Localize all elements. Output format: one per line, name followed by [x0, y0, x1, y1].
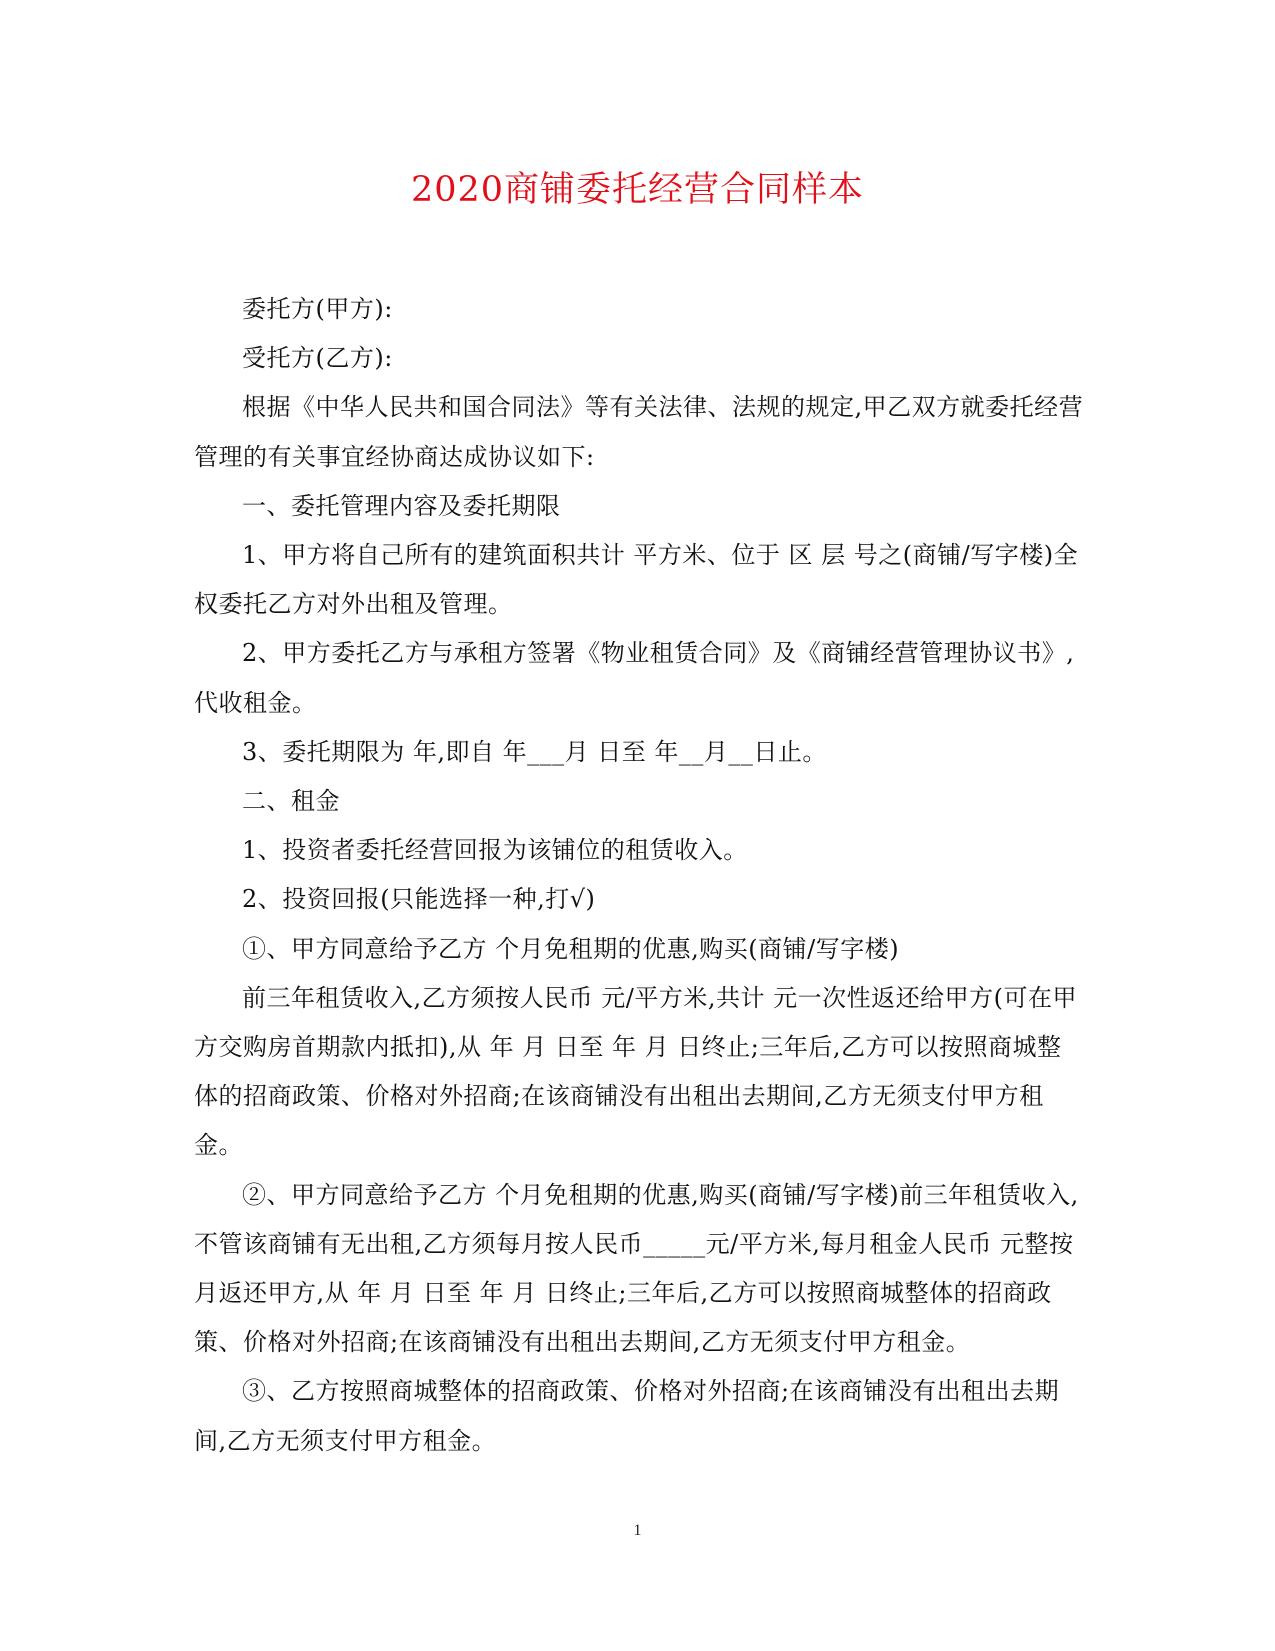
clause-1-1: 1、甲方将自己所有的建筑面积共计 平方米、位于 区 层 号之(商铺/写字楼)全权委托乙方对外出租及管理。 — [194, 541, 1079, 619]
clause-1-3: 3、委托期限为 年,即自 年___月 日至 年__月__日止。 — [242, 737, 827, 766]
option-3: ③、乙方按照商城整体的招商政策、价格对外招商;在该商铺没有出租出去期间,乙方无须支付甲方租金。 — [194, 1377, 1060, 1455]
option-1-detail: 前三年租赁收入,乙方须按人民币 元/平方米,共计 元一次性返还给甲方(可在甲方交购房首期款内抵扣),从 年 月 日至 年 月 日终止;三年后,乙方可以按照商城整体的招商政策、价格对外招商;在该商铺没有出租出去期间,乙方无须支付甲方租金。 — [194, 983, 1077, 1160]
option-1-intro: ①、甲方同意给予乙方 个月免租期的优惠,购买(商铺/写字楼) — [242, 934, 900, 963]
party-a-line: 委托方(甲方): — [242, 295, 393, 323]
document-title: 2020商铺委托经营合同样本 — [410, 170, 865, 210]
preamble-paragraph: 根据《中华人民共和国合同法》等有关法律、法规的规定,甲乙双方就委托经营管理的有关事宜经协商达成协议如下: — [194, 393, 1084, 471]
option-2: ②、甲方同意给予乙方 个月免租期的优惠,购买(商铺/写字楼)前三年租赁收入,不管该商铺有无出租,乙方须每月按人民币_____元/平方米,每月租金人民币 元整按月返还甲方,从 年 月 日至 年 月 日终止;三年后,乙方可以按照商城整体的招商政策、价格对外招商;在该商铺没有出租出去期间,乙方无须支付甲方租金。 — [194, 1180, 1079, 1357]
clause-1-2: 2、甲方委托乙方与承租方签署《物业租赁合同》及《商铺经营管理协议书》,代收租金。 — [194, 639, 1075, 717]
document-body — [194, 285, 1084, 1466]
page-number: 1 — [633, 1522, 642, 1539]
clause-2-2: 2、投资回报(只能选择一种,打√) — [242, 885, 596, 914]
clause-2-1: 1、投资者委托经营回报为该铺位的租赁收入。 — [242, 836, 748, 865]
section-heading-1: 一、委托管理内容及委托期限 — [242, 491, 561, 520]
section-heading-2: 二、租金 — [242, 787, 340, 816]
party-b-line: 受托方(乙方): — [242, 344, 393, 373]
